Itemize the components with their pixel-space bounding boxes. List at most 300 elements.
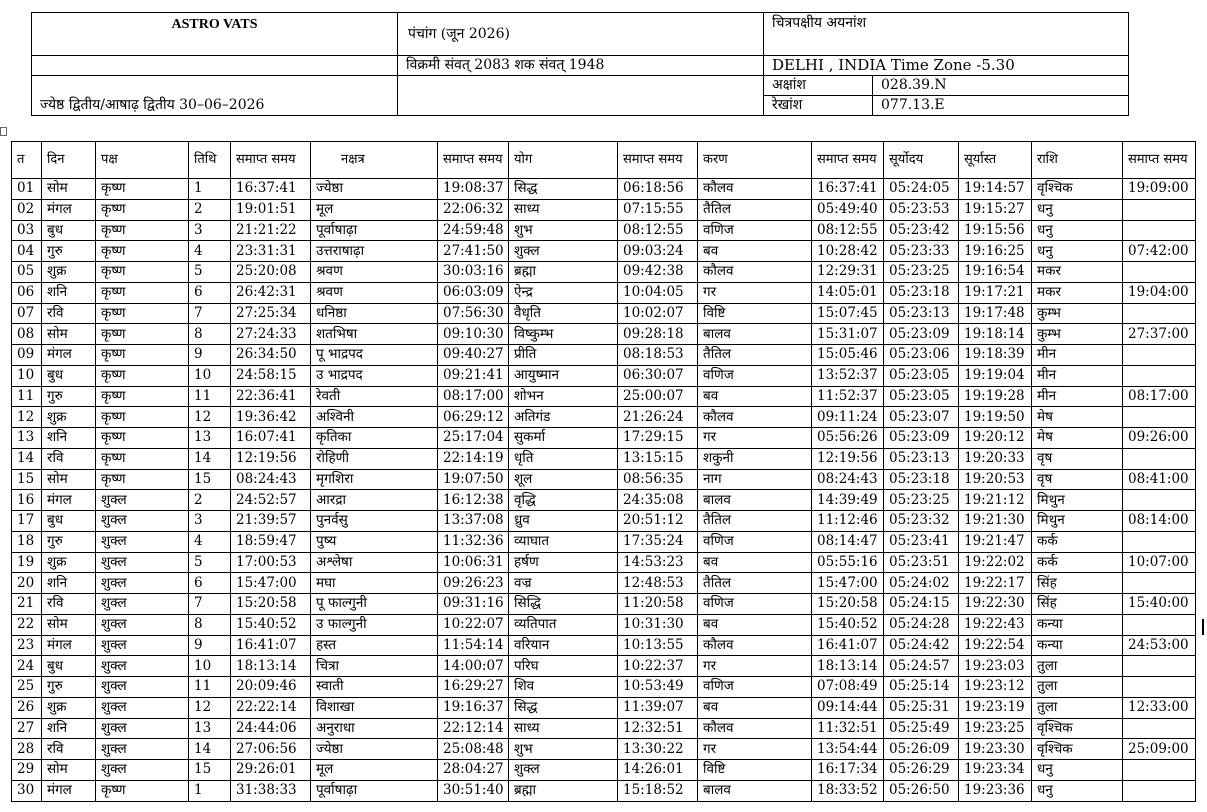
table-cell: 2 — [189, 490, 231, 511]
col-header: सूर्योदय — [884, 142, 959, 179]
table-cell: 11:32:51 — [812, 718, 884, 739]
table-cell: 05:26:50 — [884, 780, 959, 801]
table-cell: 19:23:25 — [959, 718, 1032, 739]
table-cell: 05:23:18 — [884, 469, 959, 490]
table-cell: 16:12:38 — [438, 490, 509, 511]
table-cell: 29 — [12, 760, 42, 781]
table-cell: 11:32:36 — [438, 531, 509, 552]
table-cell: 19:20:53 — [959, 469, 1032, 490]
table-cell: 06:30:07 — [618, 365, 698, 386]
table-cell: चित्रा — [311, 656, 438, 677]
col-header: सूर्यास्त — [959, 142, 1032, 179]
table-cell: 27:06:56 — [231, 739, 311, 760]
table-cell: बव — [698, 386, 812, 407]
table-cell: 05:23:13 — [884, 448, 959, 469]
table-cell: धनु — [1032, 760, 1123, 781]
table-cell: परिघ — [509, 656, 618, 677]
table-cell: पूर्वाषाढ़ा — [311, 780, 438, 801]
table-cell: 4 — [189, 241, 231, 262]
table-cell: 19:22:30 — [959, 594, 1032, 615]
table-cell: बव — [698, 614, 812, 635]
samvat-info: विक्रमी संवत् 2083 शक संवत् 1948 — [398, 56, 764, 76]
table-cell: 14:26:01 — [618, 760, 698, 781]
table-row — [12, 656, 1196, 677]
table-cell: कृष्ण — [96, 345, 189, 366]
table-cell: कृष्ण — [96, 199, 189, 220]
table-cell: 23 — [12, 635, 42, 656]
table-cell: 19:17:48 — [959, 303, 1032, 324]
col-header: समाप्त समय — [438, 142, 509, 179]
table-cell: 10:31:30 — [618, 614, 698, 635]
table-cell: कृष्ण — [96, 262, 189, 283]
table-cell: 21 — [12, 594, 42, 615]
table-cell: 24:35:08 — [618, 490, 698, 511]
table-cell: 09:03:24 — [618, 241, 698, 262]
table-cell: 15:18:52 — [618, 780, 698, 801]
table-cell: उत्तराषाढ़ा — [311, 241, 438, 262]
table-cell: पूर्वाषाढ़ा — [311, 220, 438, 241]
table-cell: 11:12:46 — [812, 511, 884, 532]
table-cell: 8 — [189, 614, 231, 635]
table-cell: उ फाल्गुनी — [311, 614, 438, 635]
table-cell: तैतिल — [698, 345, 812, 366]
table-cell: कन्या — [1032, 635, 1123, 656]
table-row — [12, 199, 1196, 220]
table-cell: 19:19:04 — [959, 365, 1032, 386]
table-cell: 07:42:00 — [1123, 241, 1196, 262]
table-cell: 24:58:15 — [231, 365, 311, 386]
table-cell: 14:05:01 — [812, 282, 884, 303]
table-cell: 21:39:57 — [231, 511, 311, 532]
table-cell: तुला — [1032, 677, 1123, 698]
text-cursor — [1202, 619, 1204, 635]
table-cell: 27:37:00 — [1123, 324, 1196, 345]
table-cell: 19:08:37 — [438, 179, 509, 200]
table-cell: शोभन — [509, 386, 618, 407]
table-cell: 18:33:52 — [812, 780, 884, 801]
table-cell: 09:42:38 — [618, 262, 698, 283]
table-cell: गुरु — [42, 677, 96, 698]
table-cell: 15 — [12, 469, 42, 490]
table-cell: 19:23:30 — [959, 739, 1032, 760]
table-cell: 19:04:00 — [1123, 282, 1196, 303]
table-cell: 17:29:15 — [618, 428, 698, 449]
table-cell: शनि — [42, 718, 96, 739]
table-cell: वैधृति — [509, 303, 618, 324]
table-cell: श्रवण — [311, 262, 438, 283]
table-row — [12, 490, 1196, 511]
table-cell: शनि — [42, 573, 96, 594]
table-cell: 05:23:09 — [884, 324, 959, 345]
table-cell: 26:42:31 — [231, 282, 311, 303]
table-cell: 15:20:58 — [231, 594, 311, 615]
table-cell: ब्रह्मा — [509, 262, 618, 283]
table-row — [12, 469, 1196, 490]
table-cell: 6 — [189, 282, 231, 303]
table-cell: बव — [698, 697, 812, 718]
table-row — [12, 614, 1196, 635]
table-cell: 15:40:52 — [812, 614, 884, 635]
table-cell: 19:20:33 — [959, 448, 1032, 469]
table-cell: 5 — [189, 552, 231, 573]
ayanamsha-label: चित्रपक्षीय अयनांश — [764, 13, 1129, 56]
table-cell: स्वाती — [311, 677, 438, 698]
table-row — [12, 365, 1196, 386]
table-cell: 19:23:36 — [959, 780, 1032, 801]
table-cell — [1123, 407, 1196, 428]
table-cell: 11 — [12, 386, 42, 407]
table-cell: 18 — [12, 531, 42, 552]
table-cell: कौलव — [698, 635, 812, 656]
table-cell: 05:23:06 — [884, 345, 959, 366]
table-cell: 05:24:57 — [884, 656, 959, 677]
table-cell: शुक्ल — [96, 739, 189, 760]
table-cell: 30:51:40 — [438, 780, 509, 801]
table-cell: नाग — [698, 469, 812, 490]
table-cell: विष्टि — [698, 760, 812, 781]
table-cell: शुभ — [509, 220, 618, 241]
table-cell: 19:22:02 — [959, 552, 1032, 573]
table-cell: 19:22:54 — [959, 635, 1032, 656]
table-cell: सोम — [42, 760, 96, 781]
table-cell: 09:21:41 — [438, 365, 509, 386]
table-cell: कृष्ण — [96, 448, 189, 469]
table-cell: 19:21:30 — [959, 511, 1032, 532]
table-cell: 01 — [12, 179, 42, 200]
location-info: DELHI , INDIA Time Zone -5.30 — [764, 56, 1129, 76]
table-cell: 05:23:18 — [884, 282, 959, 303]
page-title: पंचांग (जून 2026) — [398, 13, 764, 56]
table-cell: 05:23:25 — [884, 262, 959, 283]
table-cell: 29:26:01 — [231, 760, 311, 781]
table-cell: कृष्ण — [96, 241, 189, 262]
table-cell: 06:29:12 — [438, 407, 509, 428]
table-cell: 9 — [189, 635, 231, 656]
table-cell: वणिज — [698, 365, 812, 386]
table-cell: कन्या — [1032, 614, 1123, 635]
table-cell: 10:53:49 — [618, 677, 698, 698]
table-cell: बालव — [698, 780, 812, 801]
table-cell: पुनर्वसु — [311, 511, 438, 532]
table-cell: 08:12:55 — [618, 220, 698, 241]
table-cell: 10:28:42 — [812, 241, 884, 262]
table-cell: मंगल — [42, 345, 96, 366]
table-cell: 20:51:12 — [618, 511, 698, 532]
table-cell: 19:23:12 — [959, 677, 1032, 698]
table-cell: 12:29:31 — [812, 262, 884, 283]
table-row — [12, 531, 1196, 552]
table-cell: वृष — [1032, 469, 1123, 490]
table-row — [12, 345, 1196, 366]
table-cell: कृष्ण — [96, 780, 189, 801]
table-cell: 19:36:42 — [231, 407, 311, 428]
table-cell: 15:47:00 — [812, 573, 884, 594]
table-cell: वणिज — [698, 531, 812, 552]
table-cell: प्रीति — [509, 345, 618, 366]
table-cell: 18:13:14 — [812, 656, 884, 677]
table-cell: कर्क — [1032, 552, 1123, 573]
table-cell: 19:19:28 — [959, 386, 1032, 407]
table-cell: 13 — [12, 428, 42, 449]
table-cell: धनु — [1032, 780, 1123, 801]
table-cell: 19:14:57 — [959, 179, 1032, 200]
col-header: राशि — [1032, 142, 1123, 179]
table-cell: 19:21:12 — [959, 490, 1032, 511]
table-cell: शुक्र — [42, 697, 96, 718]
table-cell: कृष्ण — [96, 179, 189, 200]
table-cell: 19:07:50 — [438, 469, 509, 490]
table-cell: 25:08:48 — [438, 739, 509, 760]
table-row — [12, 179, 1196, 200]
table-cell: 03 — [12, 220, 42, 241]
table-cell: 19:19:50 — [959, 407, 1032, 428]
table-cell: 05 — [12, 262, 42, 283]
table-cell: 05:23:25 — [884, 490, 959, 511]
table-cell: 05:25:49 — [884, 718, 959, 739]
table-cell: धनु — [1032, 220, 1123, 241]
table-cell: 25:00:07 — [618, 386, 698, 407]
table-cell: 09:14:44 — [812, 697, 884, 718]
table-cell: 05:23:42 — [884, 220, 959, 241]
table-cell: 05:24:42 — [884, 635, 959, 656]
table-cell: 16:41:07 — [812, 635, 884, 656]
table-cell: शुक्ल — [96, 531, 189, 552]
table-row — [12, 635, 1196, 656]
table-cell: शुक्ल — [509, 760, 618, 781]
table-cell: सिद्ध — [509, 697, 618, 718]
col-header: समाप्त समय — [231, 142, 311, 179]
table-cell — [1123, 718, 1196, 739]
table-cell: मकर — [1032, 262, 1123, 283]
table-cell — [1123, 365, 1196, 386]
empty-cell — [398, 76, 764, 116]
table-cell: मीन — [1032, 345, 1123, 366]
table-cell: 12:48:53 — [618, 573, 698, 594]
table-cell: 15:07:45 — [812, 303, 884, 324]
table-cell: 28:04:27 — [438, 760, 509, 781]
table-cell: 13:52:37 — [812, 365, 884, 386]
table-cell: 23:31:31 — [231, 241, 311, 262]
table-cell: 19:18:14 — [959, 324, 1032, 345]
table-cell: 10:02:07 — [618, 303, 698, 324]
table-cell: 25:17:04 — [438, 428, 509, 449]
table-cell: मिथुन — [1032, 490, 1123, 511]
table-cell: 26:34:50 — [231, 345, 311, 366]
table-cell: 16:37:41 — [231, 179, 311, 200]
table-cell: 15:40:52 — [231, 614, 311, 635]
table-cell: शुभ — [509, 739, 618, 760]
table-cell: 15:20:58 — [812, 594, 884, 615]
table-cell: 19:16:37 — [438, 697, 509, 718]
table-cell: 13:37:08 — [438, 511, 509, 532]
table-cell: 06 — [12, 282, 42, 303]
table-cell: रवि — [42, 448, 96, 469]
table-cell — [1123, 448, 1196, 469]
table-cell: मंगल — [42, 490, 96, 511]
table-cell: कुम्भ — [1032, 303, 1123, 324]
table-cell: 19:23:03 — [959, 656, 1032, 677]
table-cell: 10:22:37 — [618, 656, 698, 677]
table-cell: 05:25:14 — [884, 677, 959, 698]
table-cell: आरद्रा — [311, 490, 438, 511]
table-cell: वणिज — [698, 220, 812, 241]
table-cell: सोम — [42, 614, 96, 635]
table-cell: 16 — [12, 490, 42, 511]
table-cell: मीन — [1032, 365, 1123, 386]
table-cell: सिंह — [1032, 573, 1123, 594]
table-cell: 19:23:19 — [959, 697, 1032, 718]
table-cell: 08:56:35 — [618, 469, 698, 490]
table-cell: अतिगंड — [509, 407, 618, 428]
table-header-row — [12, 142, 1196, 179]
table-cell: कृष्ण — [96, 407, 189, 428]
table-cell: 14 — [189, 448, 231, 469]
table-cell: सिंह — [1032, 594, 1123, 615]
table-cell: मीन — [1032, 386, 1123, 407]
table-cell: 06:18:56 — [618, 179, 698, 200]
col-header: तिथि — [189, 142, 231, 179]
table-cell: 05:56:26 — [812, 428, 884, 449]
table-cell: 11:52:37 — [812, 386, 884, 407]
table-cell: 15:05:46 — [812, 345, 884, 366]
table-cell: 05:23:51 — [884, 552, 959, 573]
table-cell: शुक्ल — [96, 552, 189, 573]
table-cell: 9 — [189, 345, 231, 366]
table-cell: 24:53:00 — [1123, 635, 1196, 656]
table-cell: 18:59:47 — [231, 531, 311, 552]
table-cell: तुला — [1032, 697, 1123, 718]
table-cell: 21:21:22 — [231, 220, 311, 241]
table-cell — [1123, 490, 1196, 511]
col-header: पक्ष — [96, 142, 189, 179]
table-cell: उ भाद्रपद — [311, 365, 438, 386]
table-cell: 19:17:21 — [959, 282, 1032, 303]
table-cell: साध्य — [509, 199, 618, 220]
table-cell: बालव — [698, 490, 812, 511]
table-cell: 08:17:00 — [438, 386, 509, 407]
table-cell: 12 — [12, 407, 42, 428]
table-cell: कृष्ण — [96, 282, 189, 303]
table-cell: 07 — [12, 303, 42, 324]
table-cell: 3 — [189, 511, 231, 532]
table-cell: 1 — [189, 780, 231, 801]
table-cell: ऐन्द्र — [509, 282, 618, 303]
table-anchor-icon[interactable] — [0, 127, 7, 136]
table-cell: कृतिका — [311, 428, 438, 449]
table-cell: धनु — [1032, 199, 1123, 220]
panchang-table — [11, 141, 1196, 802]
table-cell: गुरु — [42, 386, 96, 407]
table-cell: 19:18:39 — [959, 345, 1032, 366]
table-cell: 25:20:08 — [231, 262, 311, 283]
table-cell: 05:26:09 — [884, 739, 959, 760]
month-date-line: ज्येष्ठ द्वितीय/आषाढ़ द्वितीय 30–06–2026 — [32, 76, 398, 116]
table-cell: 24:44:06 — [231, 718, 311, 739]
table-row — [12, 386, 1196, 407]
table-cell: 5 — [189, 262, 231, 283]
table-cell: 17:00:53 — [231, 552, 311, 573]
table-cell: शुक्ल — [96, 594, 189, 615]
table-cell: 10:07:00 — [1123, 552, 1196, 573]
table-cell: 20:09:46 — [231, 677, 311, 698]
table-cell: 11:54:14 — [438, 635, 509, 656]
table-cell: 09:11:24 — [812, 407, 884, 428]
table-cell: 22:22:14 — [231, 697, 311, 718]
table-row — [12, 448, 1196, 469]
table-cell: ब्रह्मा — [509, 780, 618, 801]
table-cell: 14 — [189, 739, 231, 760]
table-cell: 09:28:18 — [618, 324, 698, 345]
table-cell: 05:24:15 — [884, 594, 959, 615]
table-cell: रोहिणी — [311, 448, 438, 469]
table-cell: 11:20:58 — [618, 594, 698, 615]
table-cell: 12:32:51 — [618, 718, 698, 739]
table-cell: वरियान — [509, 635, 618, 656]
table-cell: 08:14:00 — [1123, 511, 1196, 532]
table-cell: मंगल — [42, 780, 96, 801]
table-cell — [1123, 199, 1196, 220]
table-cell: अश्विनी — [311, 407, 438, 428]
table-cell: कृष्ण — [96, 303, 189, 324]
table-cell: 05:24:28 — [884, 614, 959, 635]
table-cell: शिव — [509, 677, 618, 698]
table-cell: ज्येष्ठा — [311, 739, 438, 760]
table-cell: 30:03:16 — [438, 262, 509, 283]
table-cell: 4 — [189, 531, 231, 552]
table-cell: 22:14:19 — [438, 448, 509, 469]
table-cell: कुम्भ — [1032, 324, 1123, 345]
table-cell: वृष — [1032, 448, 1123, 469]
col-header: दिन — [42, 142, 96, 179]
table-cell: 14:39:49 — [812, 490, 884, 511]
table-cell: 09 — [12, 345, 42, 366]
table-cell: 10 — [189, 656, 231, 677]
table-cell: मंगल — [42, 199, 96, 220]
table-cell: शुक्ल — [509, 241, 618, 262]
latitude-label: अक्षांश — [764, 76, 873, 96]
table-cell: कृष्ण — [96, 428, 189, 449]
table-cell: 05:23:09 — [884, 428, 959, 449]
table-cell: 11 — [189, 677, 231, 698]
table-cell: 25 — [12, 677, 42, 698]
table-cell: रवि — [42, 303, 96, 324]
table-cell: हर्षण — [509, 552, 618, 573]
table-cell: 14 — [12, 448, 42, 469]
table-cell: बुध — [42, 220, 96, 241]
table-cell — [1123, 656, 1196, 677]
table-cell: 19 — [12, 552, 42, 573]
table-cell: 27:25:34 — [231, 303, 311, 324]
table-cell: शकुनी — [698, 448, 812, 469]
table-cell: 08:12:55 — [812, 220, 884, 241]
table-cell: पू भाद्रपद — [311, 345, 438, 366]
table-cell: 05:49:40 — [812, 199, 884, 220]
table-cell: 16:41:07 — [231, 635, 311, 656]
table-row — [12, 552, 1196, 573]
table-cell: हस्त — [311, 635, 438, 656]
table-cell: कौलव — [698, 718, 812, 739]
table-cell — [1123, 345, 1196, 366]
table-cell: 07:15:55 — [618, 199, 698, 220]
table-cell: शूल — [509, 469, 618, 490]
table-cell: गर — [698, 282, 812, 303]
table-cell: शुक्ल — [96, 614, 189, 635]
table-cell: 07:56:30 — [438, 303, 509, 324]
table-cell: 31:38:33 — [231, 780, 311, 801]
table-cell: वृश्चिक — [1032, 739, 1123, 760]
table-cell: धनु — [1032, 241, 1123, 262]
table-cell: रवि — [42, 594, 96, 615]
